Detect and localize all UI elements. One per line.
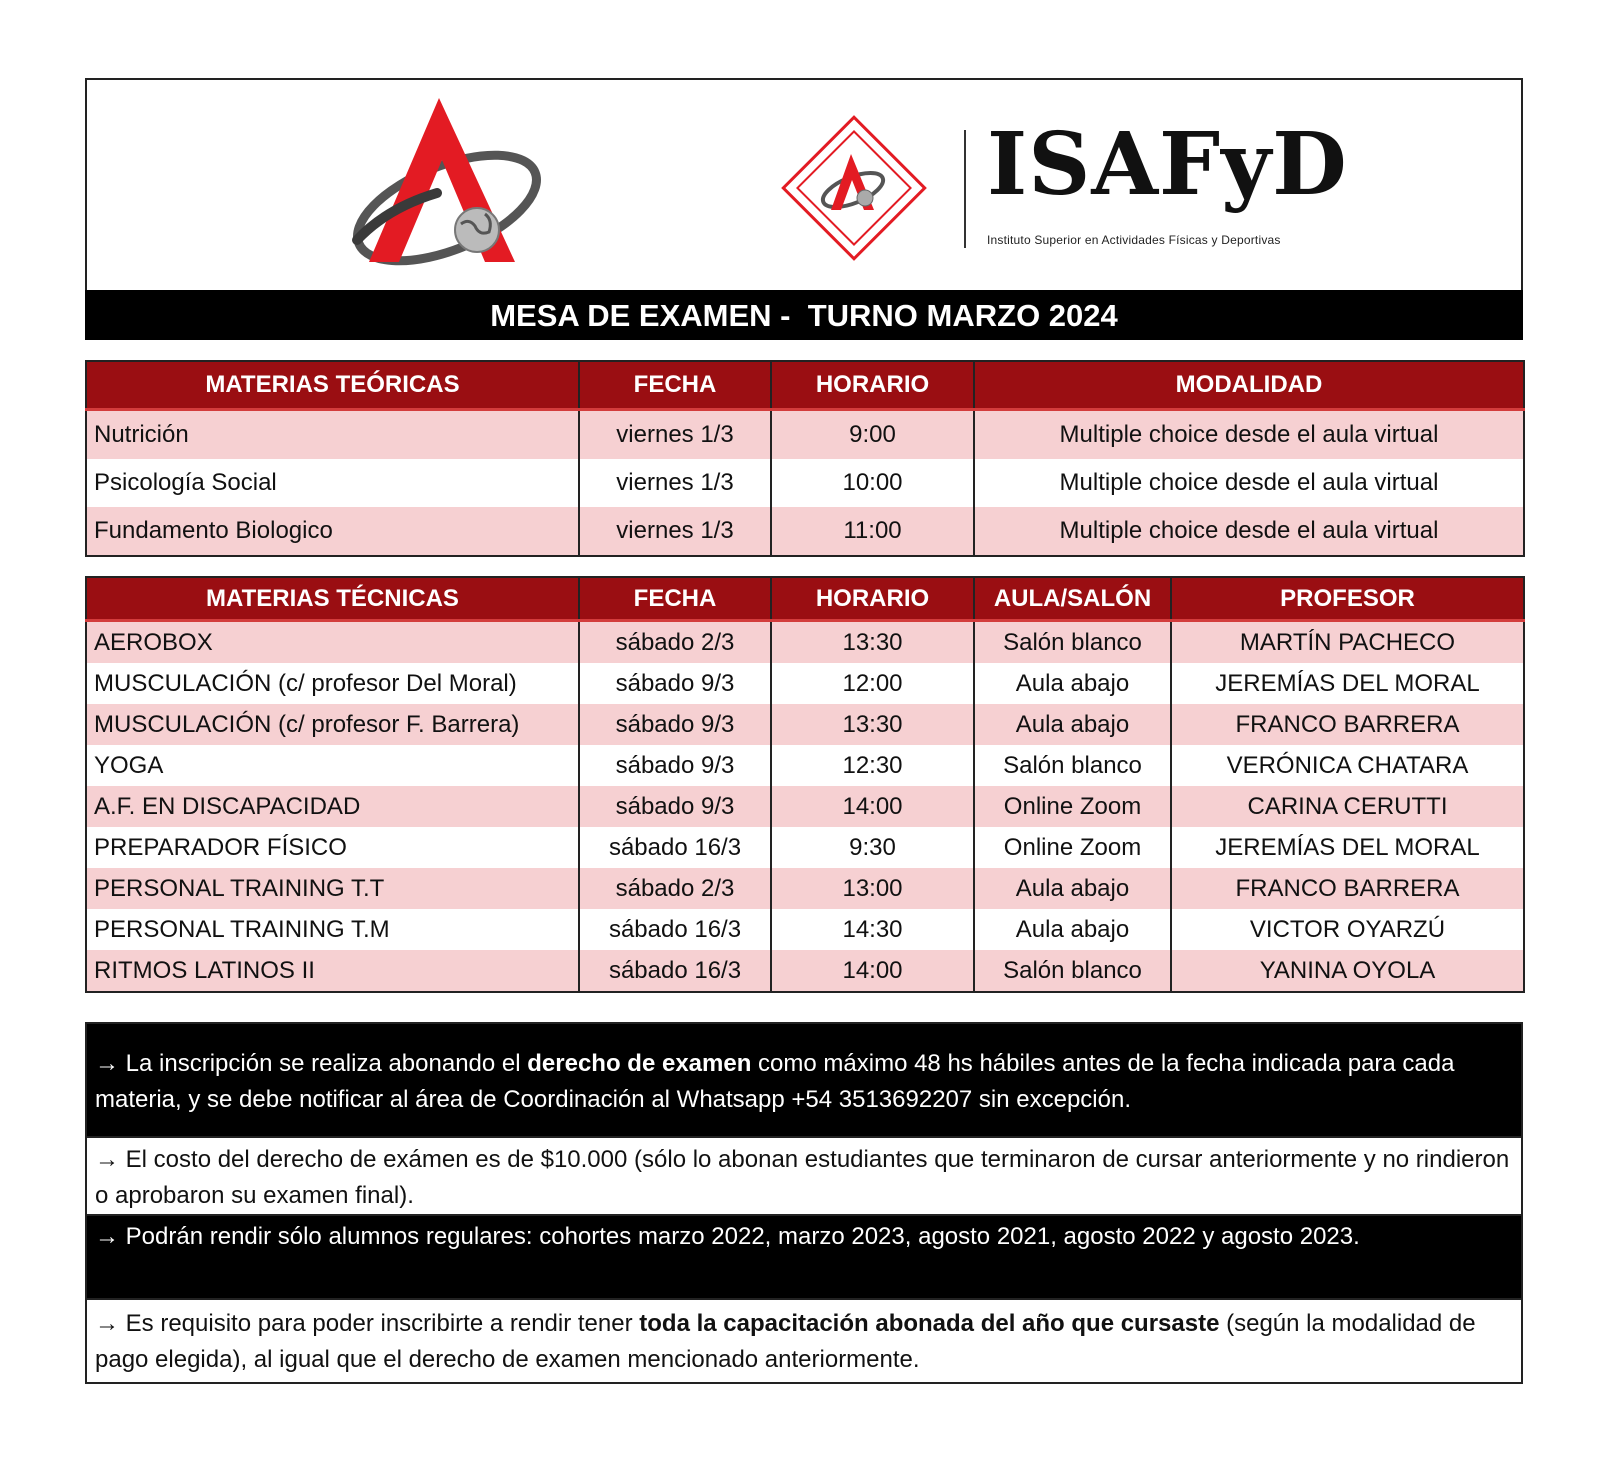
page-title: MESA DE EXAMEN - TURNO MARZO 2024: [85, 290, 1523, 340]
brand-subtitle: Instituto Superior en Actividades Físicas y Deportivas: [987, 233, 1281, 247]
column-header: HORARIO: [771, 361, 974, 410]
note-requirement: [87, 1298, 1521, 1382]
table-row: [86, 745, 1524, 786]
teacher-cell: VICTOR OYARZÚ: [1171, 909, 1524, 950]
subject-cell: Fundamento Biologico: [86, 507, 579, 556]
note-emphasis: derecho de examen: [527, 1050, 752, 1077]
note-text: (según la modalidad de pago elegida), al igual que el derecho de examen mencionado anteriormente.: [95, 1310, 1476, 1373]
room-cell: Aula abajo: [974, 704, 1171, 745]
column-header: MATERIAS TÉCNICAS: [86, 577, 579, 621]
column-header: MODALIDAD: [974, 361, 1524, 410]
column-header: FECHA: [579, 577, 771, 621]
table-row: [86, 507, 1524, 556]
table-row: [86, 950, 1524, 992]
date-cell: viernes 1/3: [579, 507, 771, 556]
date-cell: sábado 9/3: [579, 663, 771, 704]
time-cell: 13:30: [771, 704, 974, 745]
teacher-cell: JEREMÍAS DEL MORAL: [1171, 663, 1524, 704]
subject-cell: RITMOS LATINOS II: [86, 950, 579, 992]
subject-cell: Nutrición: [86, 410, 579, 460]
room-cell: Salón blanco: [974, 745, 1171, 786]
room-cell: Salón blanco: [974, 950, 1171, 992]
note-eligibility: → Podrán rendir sólo alumnos regulares: cohortes marzo 2022, marzo 2023, agosto 2021, agosto 2022 y agosto 2023.: [87, 1216, 1521, 1298]
room-cell: Aula abajo: [974, 909, 1171, 950]
table-row: [86, 621, 1524, 664]
room-cell: Aula abajo: [974, 868, 1171, 909]
time-cell: 13:30: [771, 621, 974, 664]
note-cost: → El costo del derecho de exámen es de $10.000 (sólo lo abonan estudiantes que terminaron de cursar anteriormente y no rindieron o aprobaron su examen final).: [87, 1136, 1521, 1216]
table-row: [86, 827, 1524, 868]
teacher-cell: YANINA OYOLA: [1171, 950, 1524, 992]
theory-subjects-table: [85, 360, 1525, 557]
note-text: → La inscripción se realiza abonando el: [95, 1050, 528, 1077]
technical-subjects-table: [85, 576, 1525, 993]
date-cell: sábado 9/3: [579, 745, 771, 786]
date-cell: viernes 1/3: [579, 410, 771, 460]
brand-name: ISAFyD: [987, 114, 1348, 215]
room-cell: Online Zoom: [974, 827, 1171, 868]
table-row: [86, 663, 1524, 704]
teacher-cell: VERÓNICA CHATARA: [1171, 745, 1524, 786]
time-cell: 12:30: [771, 745, 974, 786]
date-cell: sábado 2/3: [579, 868, 771, 909]
date-cell: sábado 2/3: [579, 621, 771, 664]
room-cell: Salón blanco: [974, 621, 1171, 664]
teacher-cell: CARINA CERUTTI: [1171, 786, 1524, 827]
modality-cell: Multiple choice desde el aula virtual: [974, 507, 1524, 556]
subject-cell: Psicología Social: [86, 459, 579, 507]
room-cell: Aula abajo: [974, 663, 1171, 704]
subject-cell: PERSONAL TRAINING T.M: [86, 909, 579, 950]
subject-cell: PREPARADOR FÍSICO: [86, 827, 579, 868]
date-cell: sábado 9/3: [579, 704, 771, 745]
teacher-cell: JEREMÍAS DEL MORAL: [1171, 827, 1524, 868]
time-cell: 14:30: [771, 909, 974, 950]
table-row: [86, 459, 1524, 507]
subject-cell: A.F. EN DISCAPACIDAD: [86, 786, 579, 827]
table-row: [86, 410, 1524, 460]
isafyd-diamond-logo-icon: [769, 108, 939, 268]
date-cell: sábado 16/3: [579, 909, 771, 950]
notes-section: [85, 1022, 1523, 1384]
time-cell: 10:00: [771, 459, 974, 507]
column-header: FECHA: [579, 361, 771, 410]
time-cell: 13:00: [771, 868, 974, 909]
exam-schedule-poster: [85, 78, 1523, 1388]
teacher-cell: MARTÍN PACHECO: [1171, 621, 1524, 664]
teacher-cell: FRANCO BARRERA: [1171, 868, 1524, 909]
column-header: PROFESOR: [1171, 577, 1524, 621]
institute-a-logo-icon: [347, 90, 547, 275]
time-cell: 12:00: [771, 663, 974, 704]
note-registration: [87, 1024, 1521, 1136]
table-row: [86, 868, 1524, 909]
date-cell: viernes 1/3: [579, 459, 771, 507]
modality-cell: Multiple choice desde el aula virtual: [974, 459, 1524, 507]
subject-cell: MUSCULACIÓN (c/ profesor Del Moral): [86, 663, 579, 704]
note-emphasis: toda la capacitación abonada del año que cursaste: [639, 1310, 1220, 1337]
column-header: AULA/SALÓN: [974, 577, 1171, 621]
column-header: HORARIO: [771, 577, 974, 621]
time-cell: 14:00: [771, 786, 974, 827]
logo-divider: [964, 130, 966, 248]
date-cell: sábado 16/3: [579, 950, 771, 992]
subject-cell: AEROBOX: [86, 621, 579, 664]
column-header: MATERIAS TEÓRICAS: [86, 361, 579, 410]
header-logos: [85, 78, 1523, 290]
table-row: [86, 704, 1524, 745]
table-row: [86, 786, 1524, 827]
date-cell: sábado 16/3: [579, 827, 771, 868]
note-text: → Es requisito para poder inscribirte a rendir tener: [95, 1310, 640, 1337]
time-cell: 11:00: [771, 507, 974, 556]
subject-cell: PERSONAL TRAINING T.T: [86, 868, 579, 909]
room-cell: Online Zoom: [974, 786, 1171, 827]
date-cell: sábado 9/3: [579, 786, 771, 827]
time-cell: 9:30: [771, 827, 974, 868]
table-row: [86, 909, 1524, 950]
time-cell: 14:00: [771, 950, 974, 992]
time-cell: 9:00: [771, 410, 974, 460]
modality-cell: Multiple choice desde el aula virtual: [974, 410, 1524, 460]
subject-cell: YOGA: [86, 745, 579, 786]
teacher-cell: FRANCO BARRERA: [1171, 704, 1524, 745]
note-text: como máximo 48 hs hábiles antes de la fecha indicada para cada materia, y se debe notificar al área de Coordinación al Whatsapp +54 3513692207 sin excepción.: [95, 1050, 1455, 1113]
subject-cell: MUSCULACIÓN (c/ profesor F. Barrera): [86, 704, 579, 745]
